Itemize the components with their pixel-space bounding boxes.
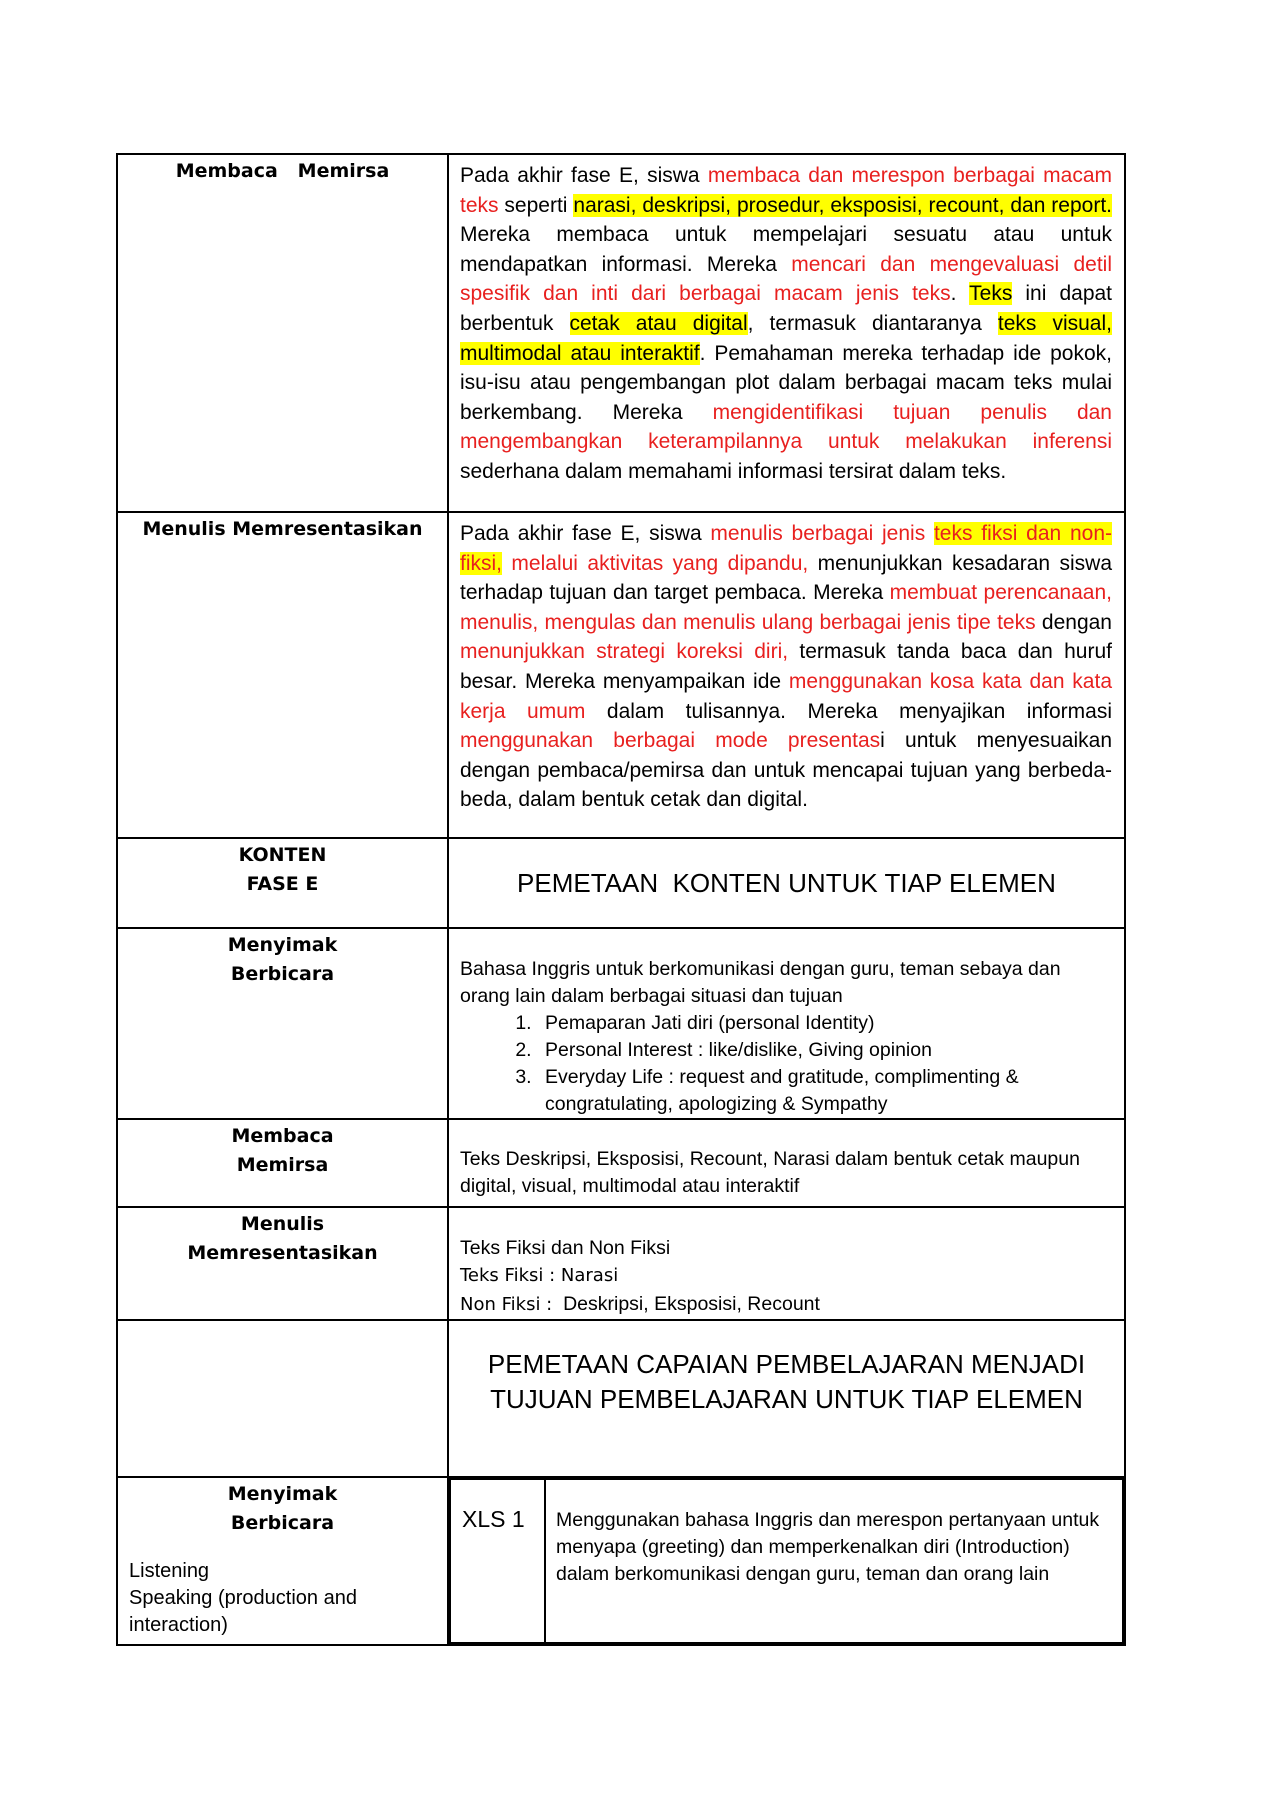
text-run-red: menggunakan kosa kata dan kata kerja umum [460, 669, 1112, 723]
text-run-red: membuat perencanaan, menulis, mengulas dan menulis ulang berbagai jenis tipe teks [460, 581, 1112, 634]
text-run-red-highlight: teks [933, 522, 973, 545]
row-label-line: Memresentasikan [187, 1242, 378, 1264]
content-line-label: Non Fiksi : [460, 1294, 553, 1315]
text-run: sederhana dalam memahami informasi tersirat dalam teks. [460, 459, 1007, 483]
row-konten-header [117, 838, 1125, 928]
text-run: seperti [498, 193, 574, 217]
list-item: 3. Everyday Life : request and gratitude, complimenting & congratulating, apologizing & Sympathy [537, 1064, 1112, 1118]
row-label: Membaca Memirsa [175, 160, 390, 182]
curriculum-table [116, 153, 1126, 1646]
content-line-value: Deskripsi, Eksposisi, Recount [552, 1293, 820, 1315]
content-block [449, 1208, 1124, 1319]
row-konten-membaca [117, 1119, 1125, 1207]
row-label-line: Berbicara [230, 963, 335, 985]
text-run-highlight: cetak atau digital [569, 311, 748, 335]
content-cell [448, 1207, 1125, 1320]
row-menulis-memresentasikan [117, 512, 1125, 838]
text-run-red: menulis berbagai jenis [710, 522, 934, 545]
content-intro: Bahasa Inggris untuk berkomunikasi dengan guru, teman sebaya dan orang lain dalam berbagai situasi dan tujuan [460, 958, 1061, 1007]
label-cell-empty [117, 1320, 448, 1477]
text-run: dengan [1035, 610, 1112, 634]
text-run: Mereka membaca untuk mempelajari sesuatu atau untuk mendapatkan informasi. Mereka [460, 223, 1112, 276]
row-label-line: Memirsa [236, 1154, 329, 1176]
content-cell [448, 1119, 1125, 1207]
cp-paragraph [449, 155, 1124, 487]
text-run-red-highlight: fiksi dan non-fiksi, [460, 522, 1112, 575]
text-run: , termasuk diantaranya [747, 311, 998, 335]
row-tp-menyimak [117, 1477, 1125, 1645]
text-run-red: menggunakan berbagai mode presentas [460, 729, 881, 753]
heading-line: TUJUAN PEMBELAJARAN UNTUK TIAP ELEMEN [490, 1384, 1083, 1414]
label-cell [117, 154, 448, 512]
text-run-red: melalui aktivitas yang dipandu, [502, 551, 809, 575]
text-run: termasuk tanda baca dan huruf besar. Mereka menyampaikan ide [460, 640, 1112, 693]
label-cell [117, 1119, 448, 1207]
text-run-highlight: Teks [969, 282, 1013, 306]
section-heading: PEMETAAN KONTEN UNTUK TIAP ELEMEN [517, 867, 1056, 898]
row-konten-menulis [117, 1207, 1125, 1320]
row-label-line: FASE E [246, 873, 319, 895]
content-cell [448, 512, 1125, 838]
content-cell [448, 1320, 1125, 1477]
text-run: . [950, 282, 970, 306]
row-label-line: Membaca [231, 1125, 334, 1147]
cp-paragraph [449, 513, 1124, 815]
text-run-highlight: narasi, deskripsi, prosedur, eksposisi, recount, dan report. [573, 193, 1112, 217]
section-heading [449, 1321, 1124, 1417]
label-cell [117, 928, 448, 1119]
row-label-line: Menyimak [227, 934, 338, 956]
content-line: Teks Fiksi : Narasi [460, 1265, 619, 1286]
text-run: i untuk menyesuaikan dengan pembaca/pemirsa dan untuk mencapai tujuan yang berbeda-beda, dalam bentuk cetak dan digital. [460, 729, 1112, 812]
content-line [460, 1290, 1112, 1319]
row-membaca-memirsa [117, 154, 1125, 512]
row-label-line: Menyimak [227, 1483, 338, 1505]
list-item: 2. Personal Interest : like/dislike, Giving opinion [537, 1037, 1112, 1064]
tp-code-cell [450, 1479, 545, 1643]
text-run-red: mencari dan mengevaluasi detil spesifik dan inti dari berbagai macam jenis teks [460, 252, 1112, 306]
content-line: Teks Fiksi dan Non Fiksi [460, 1237, 671, 1259]
text-run: Pada akhir fase E, siswa [460, 522, 711, 545]
label-cell [117, 1207, 448, 1320]
tp-inner-table [449, 1478, 1124, 1644]
tp-code: XLS 1 [462, 1506, 525, 1532]
text-run: . Pemahaman mereka terhadap ide pokok, isu-isu atau pengembangan plot dalam berbagai macam teks mulai berkembang. Mereka [460, 341, 1112, 424]
content-cell [448, 1477, 1125, 1645]
row-label-line: Berbicara [230, 1512, 335, 1534]
text-run: dalam tulisannya. Mereka menyajikan informasi [585, 699, 1113, 723]
row-label: Menulis Memresentasikan [142, 518, 423, 540]
text-run-red: membaca dan merespon berbagai macam teks [460, 164, 1112, 217]
row-tp-header [117, 1320, 1125, 1477]
text-run: ini dapat berbentuk [460, 282, 1113, 335]
row-konten-menyimak [117, 928, 1125, 1119]
tp-text: Menggunakan bahasa Inggris dan merespon pertanyaan untuk menyapa (greeting) dan memperkenalkan diri (Introduction) dalam berkomunikasi dengan guru, teman dan orang lain [556, 1509, 1100, 1585]
label-cell [117, 838, 448, 928]
list-item: 1. Pemaparan Jati diri (personal Identity) [537, 1010, 1112, 1037]
heading-line: PEMETAAN CAPAIAN PEMBELAJARAN MENJADI [487, 1349, 1086, 1379]
text-run-red: mengidentifikasi tujuan penulis dan mengembangkan keterampilannya untuk melakukan inferensi [460, 400, 1112, 454]
text-run-red: menunjukkan strategi koreksi diri, [460, 640, 789, 664]
content-text: Teks Deskripsi, Eksposisi, Recount, Narasi dalam bentuk cetak maupun digital, visual, multimodal atau interaktif [460, 1148, 1080, 1197]
row-label-line: Menulis [240, 1213, 325, 1235]
content-cell [448, 154, 1125, 512]
sub-labels [118, 1538, 447, 1639]
content-block [449, 929, 1124, 1118]
row-label-line: KONTEN [238, 844, 327, 866]
content-cell [448, 838, 1125, 928]
label-cell [117, 512, 448, 838]
label-cell [117, 1477, 448, 1645]
text-run: menunjukkan kesadaran siswa terhadap tujuan dan target pembaca. Mereka [460, 551, 1112, 605]
content-list [460, 1010, 1112, 1118]
text-run: Pada akhir fase E, siswa [460, 164, 708, 187]
tp-text-cell [545, 1479, 1123, 1643]
text-run-highlight: teks visual, multimodal atau interaktif [460, 311, 1112, 365]
content-cell [448, 928, 1125, 1119]
sub-label: Speaking (production and interaction) [129, 1587, 357, 1636]
sub-label: Listening [129, 1560, 210, 1582]
